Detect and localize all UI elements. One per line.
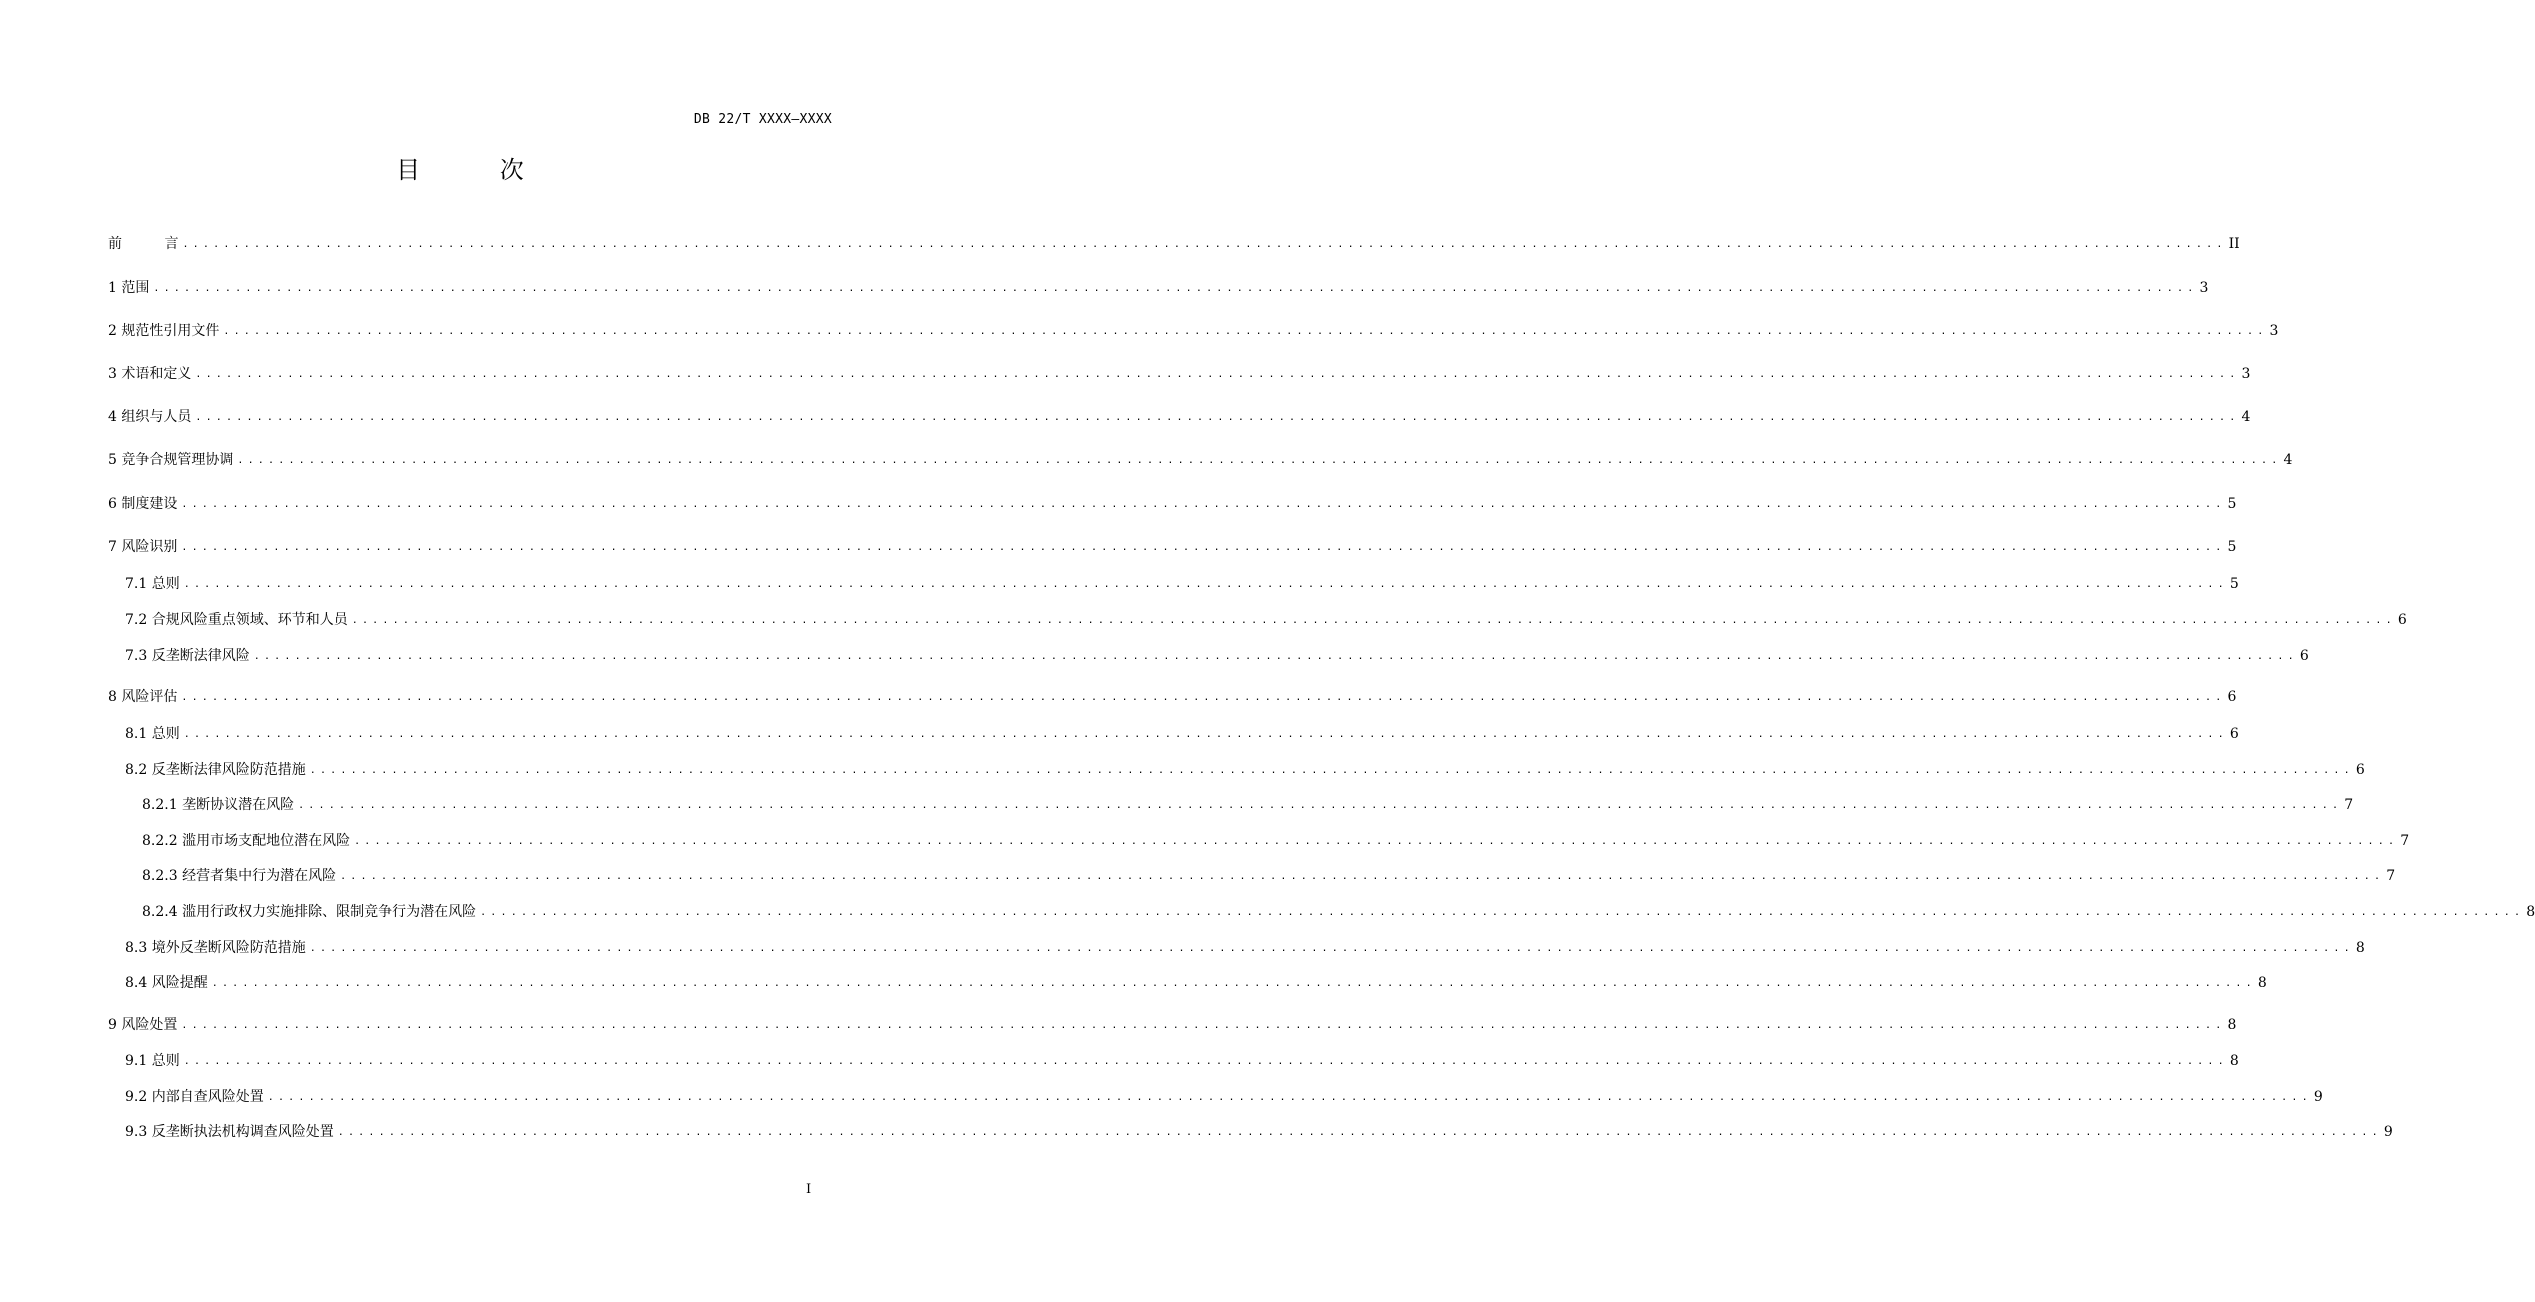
toc-dot-leader: ........................................................................................................................................................................................................ [354,836,2399,847]
toc-dot-leader: ........................................................................................................................................................................................................ [181,542,2226,553]
toc-entry-page: 5 [2229,576,2239,592]
document-code: DB 22/T XXXX—XXXX [693,112,832,127]
toc-entry-label: 6 制度建设 [108,496,178,512]
toc-title: 目 次 [396,156,560,184]
toc-dot-leader: ........................................................................................................................................................................................................ [223,326,2268,337]
toc-entry-label: 5 竞争合规管理协调 [108,452,234,468]
toc-entry-page: 6 [2227,689,2237,705]
toc-entry-page: 3 [2269,323,2279,339]
toc-entry-9-3[interactable] [125,1122,2393,1142]
toc-dot-leader: ........................................................................................................................................................................................................ [183,579,2228,590]
toc-entry-8-2-4[interactable] [142,902,2535,922]
toc-entry-9-1[interactable] [125,1051,2239,1071]
toc-entry-page: 8 [2257,975,2267,991]
toc-entry-label: 9.1 总则 [125,1053,180,1069]
toc-dot-leader: ........................................................................................................................................................................................................ [237,455,2282,466]
toc-entry-label: 7.3 反垄断法律风险 [125,648,250,664]
toc-entry-8-2-2[interactable] [142,831,2410,851]
toc-entry-page: 4 [2241,409,2251,425]
toc-entry-page: 8 [2355,940,2365,956]
toc-entry-label: 8.1 总则 [125,726,180,742]
toc-dot-leader: ........................................................................................................................................................................................................ [253,651,2298,662]
toc-entry-9[interactable] [108,1015,2237,1035]
toc-entry-page: 4 [2283,452,2293,468]
toc-dot-leader: ........................................................................................................................................................................................................ [340,871,2385,882]
toc-entry-6[interactable] [108,494,2237,514]
toc-entry-label: 前 言 [108,236,179,252]
toc-entry-3[interactable] [108,364,2251,384]
toc-dot-leader: ........................................................................................................................................................................................................ [480,907,2525,918]
toc-entry-label: 7.1 总则 [125,576,180,592]
toc-entry-label: 8.2.3 经营者集中行为潜在风险 [142,868,337,884]
toc-dot-leader: ........................................................................................................................................................................................................ [183,1056,2228,1067]
toc-dot-leader: ........................................................................................................................................................................................................ [195,369,2240,380]
toc-entry-label: 8.2 反垄断法律风险防范措施 [125,762,306,778]
toc-entry-label: 8 风险评估 [108,689,178,705]
toc-entry-label: 8.3 境外反垄断风险防范措施 [125,940,306,956]
toc-entry-page: 9 [2383,1124,2393,1140]
toc-entry-label: 8.4 风险提醒 [125,975,208,991]
toc-entry-page: 5 [2227,539,2237,555]
toc-entry-4[interactable] [108,407,2251,427]
toc-entry-8-4[interactable] [125,973,2267,993]
toc-entry-page: II [2228,236,2240,252]
toc-dot-leader: ........................................................................................................................................................................................................ [309,765,2354,776]
toc-entry-label: 7 风险识别 [108,539,178,555]
toc-entry-label: 8.2.4 滥用行政权力实施排除、限制竞争行为潜在风险 [142,904,477,920]
toc-entry-page: 7 [2400,833,2410,849]
toc-dot-leader: ........................................................................................................................................................................................................ [181,499,2226,510]
toc-entry-page: 8 [2526,904,2535,920]
toc-entry-page: 8 [2227,1017,2237,1033]
toc-entry-page: 3 [2241,366,2251,382]
toc-entry-8-2-3[interactable] [142,866,2396,886]
toc-entry-page: 6 [2229,726,2239,742]
toc-entry-5[interactable] [108,450,2293,470]
toc-entry-label: 1 范围 [108,280,150,296]
toc-entry-1[interactable] [108,278,2209,298]
toc-dot-leader: ........................................................................................................................................................................................................ [211,978,2256,989]
toc-entry-label: 8.2.1 垄断协议潜在风险 [142,797,295,813]
toc-entry-page: 6 [2355,762,2365,778]
toc-entry-8-1[interactable] [125,724,2239,744]
toc-entry-label: 2 规范性引用文件 [108,323,220,339]
toc-dot-leader: ........................................................................................................................................................................................................ [337,1127,2382,1138]
toc-entry-7-2[interactable] [125,610,2407,630]
toc-dot-leader: ........................................................................................................................................................................................................ [182,239,2227,250]
toc-entry-page: 6 [2299,648,2309,664]
toc-entry-page: 9 [2313,1089,2323,1105]
toc-entry-2[interactable] [108,321,2279,341]
toc-entry-page: 8 [2229,1053,2239,1069]
toc-entry-page: 6 [2397,612,2407,628]
toc-entry-label: 9.3 反垄断执法机构调查风险处置 [125,1124,334,1140]
toc-dot-leader: ........................................................................................................................................................................................................ [181,692,2226,703]
toc-entry-page: 7 [2344,797,2354,813]
toc-dot-leader: ........................................................................................................................................................................................................ [351,615,2396,626]
toc-dot-leader: ........................................................................................................................................................................................................ [153,283,2198,294]
page-number: I [806,1182,812,1197]
toc-entry-8[interactable] [108,687,2237,707]
toc-dot-leader: ........................................................................................................................................................................................................ [181,1020,2226,1031]
toc-entry-page: 5 [2227,496,2237,512]
toc-entry-label: 9.2 内部自查风险处置 [125,1089,264,1105]
toc-entry-8-2-1[interactable] [142,795,2354,815]
toc-dot-leader: ........................................................................................................................................................................................................ [183,729,2228,740]
toc-entry-8-2[interactable] [125,760,2365,780]
toc-entry-page: 3 [2199,280,2209,296]
toc-entry-8-3[interactable] [125,938,2365,958]
toc-entry-label: 3 术语和定义 [108,366,192,382]
toc-entry-label: 8.2.2 滥用市场支配地位潜在风险 [142,833,351,849]
toc-entry-preface[interactable] [108,234,2240,254]
toc-dot-leader: ........................................................................................................................................................................................................ [267,1092,2312,1103]
toc-entry-7-1[interactable] [125,574,2239,594]
toc-entry-page: 7 [2386,868,2396,884]
toc-entry-label: 4 组织与人员 [108,409,192,425]
toc-entry-7[interactable] [108,537,2237,557]
toc-dot-leader: ........................................................................................................................................................................................................ [309,943,2354,954]
toc-dot-leader: ........................................................................................................................................................................................................ [195,412,2240,423]
toc-entry-label: 9 风险处置 [108,1017,178,1033]
toc-entry-label: 7.2 合规风险重点领域、环节和人员 [125,612,348,628]
toc-entry-7-3[interactable] [125,646,2309,666]
toc-dot-leader: ........................................................................................................................................................................................................ [298,800,2343,811]
toc-entry-9-2[interactable] [125,1087,2323,1107]
